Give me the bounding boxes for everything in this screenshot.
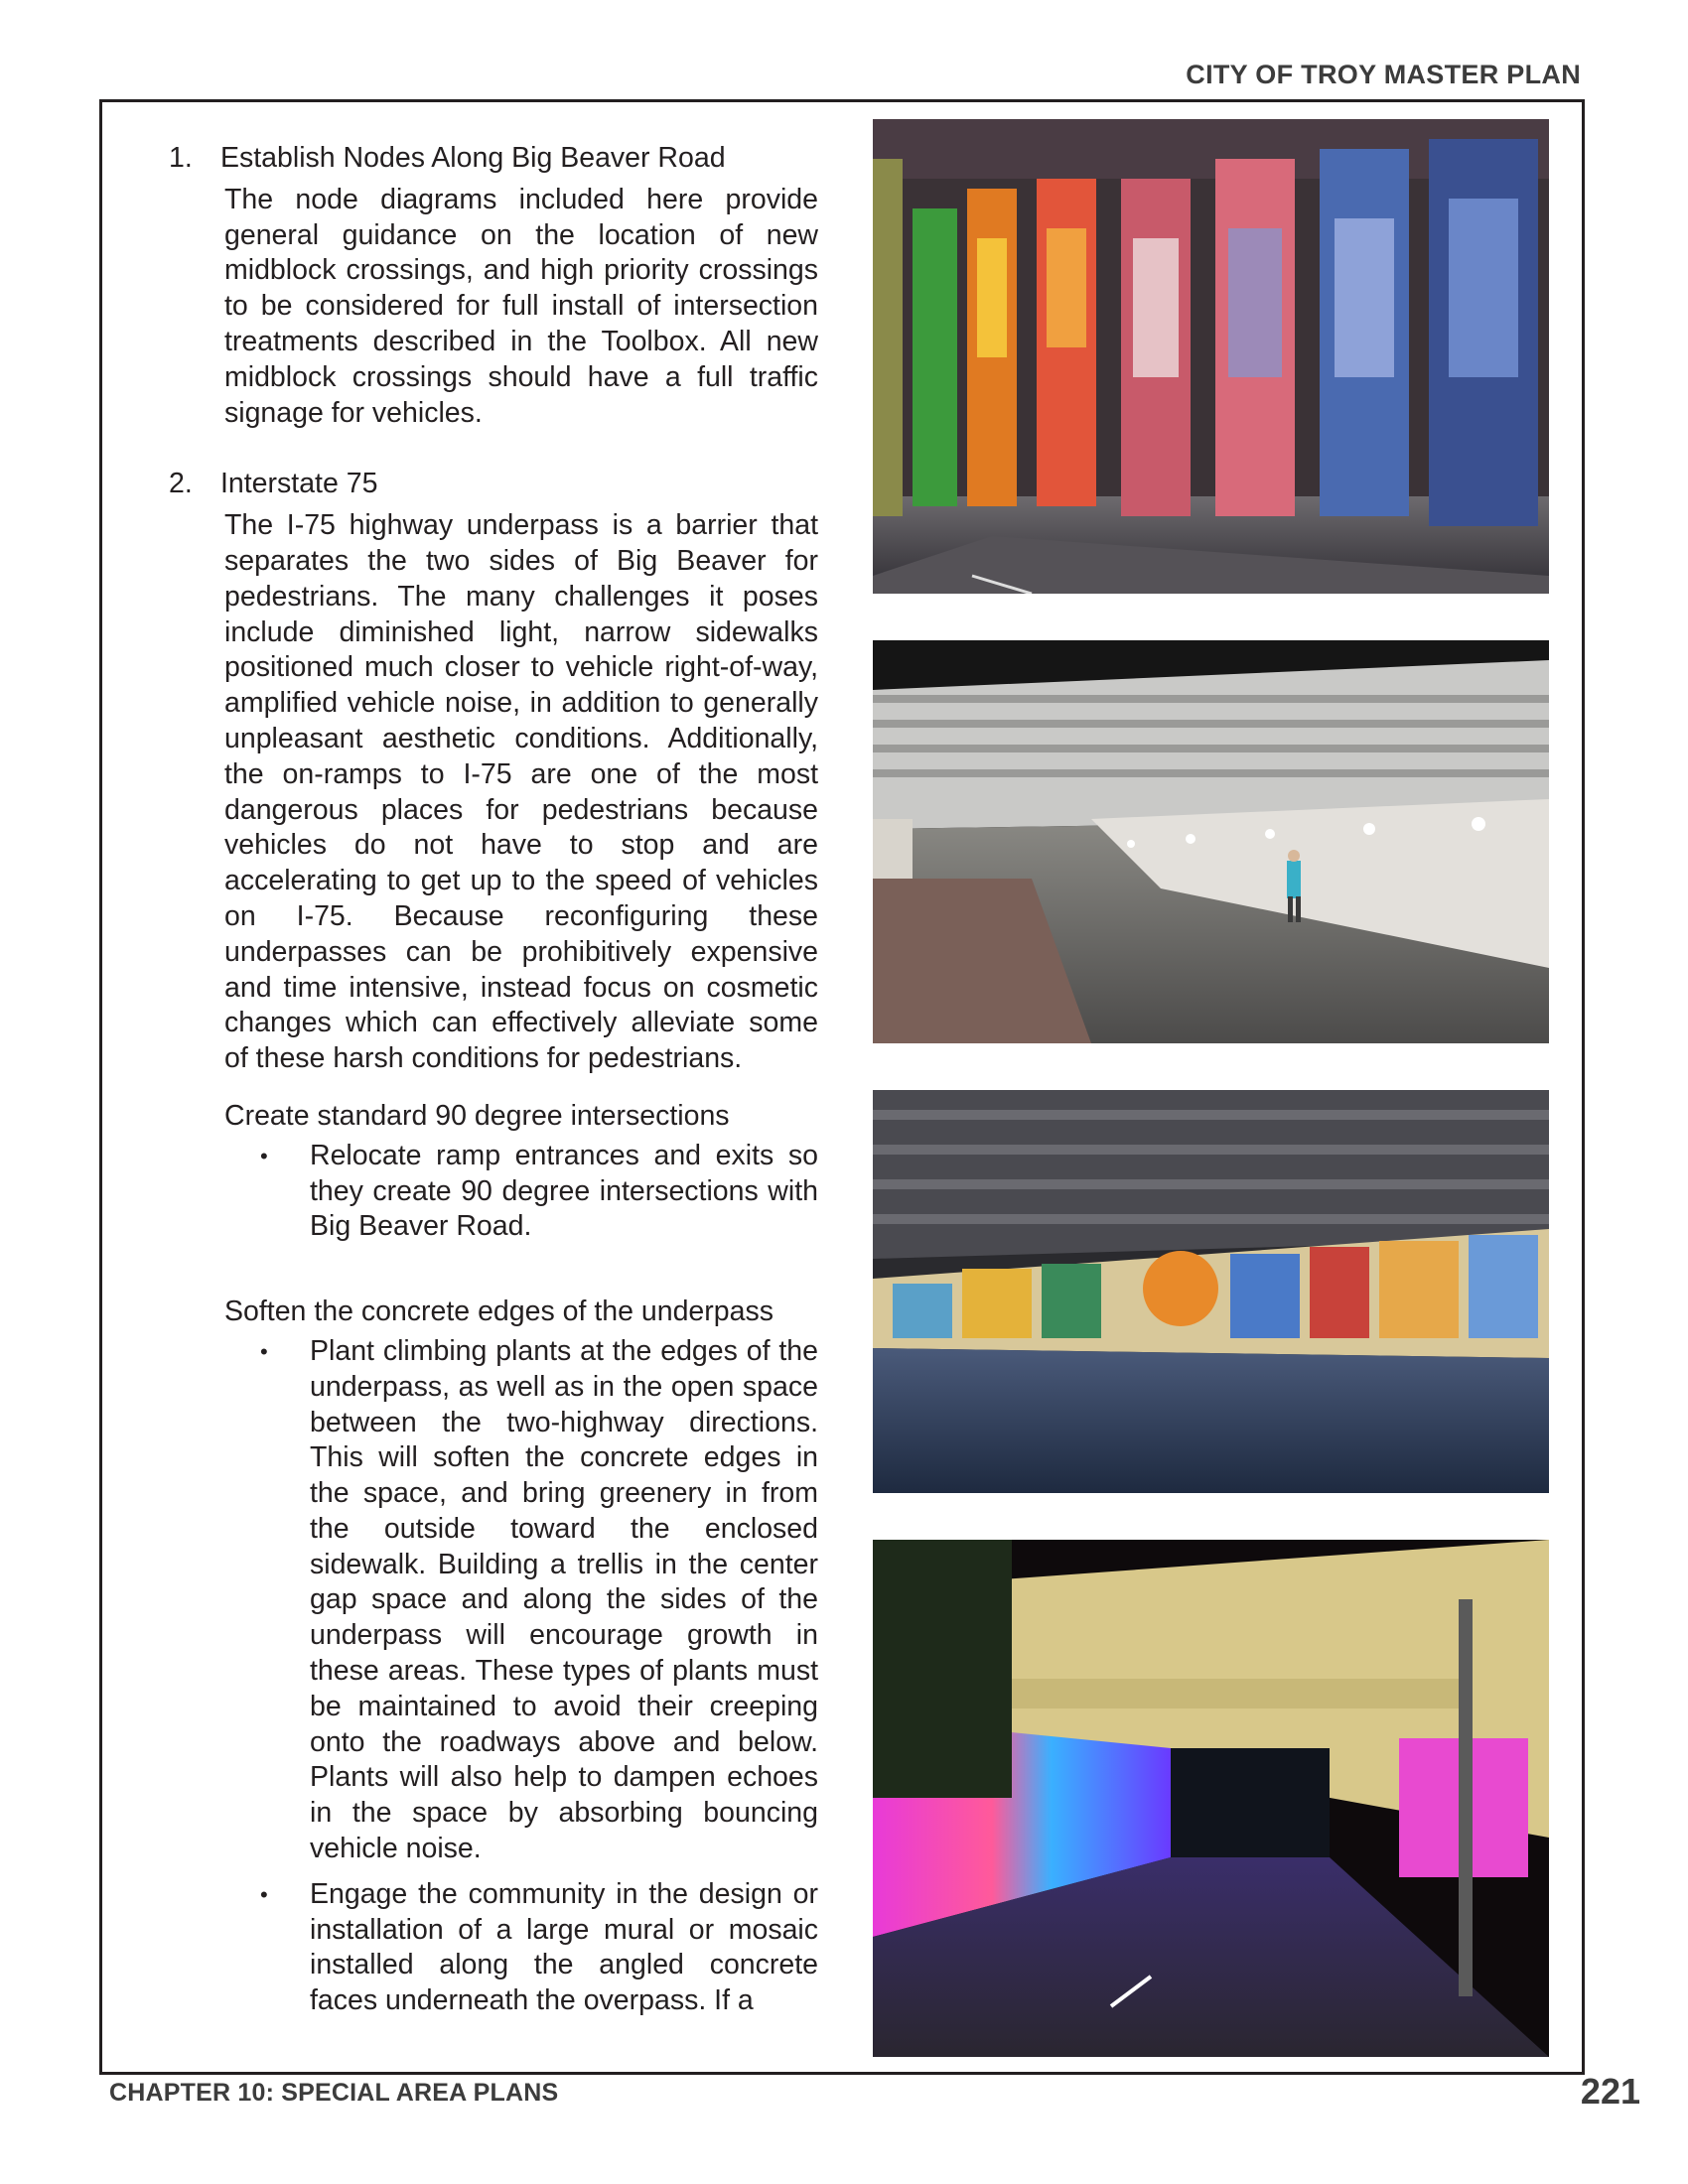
bullet-item (260, 1139, 818, 1245)
bullet-glyph: • (260, 1338, 268, 1364)
photo-rainbow-tunnel (873, 1540, 1549, 2057)
section-body: The I-75 highway underpass is a barrier that separates the two sides of Big Beaver for pedestrians. The many challenges it poses include diminished light, narrow sidewalks positioned much closer to vehicle right-of-way, amplified vehicle noise, in addition to generally unpleasant aesthetic conditions. Additionally, the on-ramps to I-75 are one of the most dangerous places for pedestrians because vehicles do not have to stop and are accelerating to get up to the speed of vehicles on I-75. Because reconfiguring these underpasses can be prohibitively expensive and time intensive, instead focus on cosmetic changes which can effectively alleviate some of these harsh conditions for pedestrians. (224, 509, 818, 1075)
bullet-text: Plant climbing plants at the edges of the underpass, as well as in the open space between the two-highway directions. This will soften the concrete edges in the space, and bring greenery in from the outside toward the enclosed sidewalk. Building a trellis in the center gap space and along the sides of the underpass will encourage growth in these areas. These types of plants must be maintained to avoid their creeping onto the roadways above and below. Plants will also help to dampen echoes in the space by absorbing bouncing vehicle noise. (310, 1334, 818, 1865)
page-number: 221 (1580, 2071, 1640, 2112)
bullet-glyph: • (260, 1881, 268, 1907)
running-head: CITY OF TROY MASTER PLAN (1186, 60, 1581, 89)
subsection-heading: Soften the concrete edges of the underpass (224, 1296, 774, 1328)
section-title: Interstate 75 (220, 468, 378, 500)
photo-mosaic-mural (873, 1090, 1549, 1493)
section-title: Establish Nodes Along Big Beaver Road (220, 142, 726, 174)
text-column (169, 141, 818, 2019)
subsection-soften-edges (169, 1295, 818, 2019)
section-body: The node diagrams included here provide general guidance on the location of new midblock crossings, and high priority crossings to be considered for full install of intersection treatments described in the Toolbox. All new midblock crossings should have a full traffic signage for vehicles. (224, 183, 818, 429)
bullet-text: Relocate ramp entrances and exits so they create 90 degree intersections with Big Beaver Road. (310, 1139, 818, 1243)
list-item-1 (169, 141, 818, 431)
subsection-heading: Create standard 90 degree intersections (224, 1099, 730, 1132)
bullet-glyph: • (260, 1143, 268, 1168)
photo-painted-arches (873, 119, 1549, 594)
chapter-footer: CHAPTER 10: SPECIAL AREA PLANS (109, 2079, 559, 2107)
list-number: 2. (169, 468, 193, 500)
list-item-2 (169, 467, 818, 1077)
bullet-text: Engage the community in the design or installation of a large mural or mosaic installed along the angled concrete faces underneath the overpass. If a (310, 1877, 818, 2017)
subsection-intersections (169, 1099, 818, 1245)
list-number: 1. (169, 142, 193, 174)
bullet-item (260, 1877, 818, 2019)
bullet-item (260, 1334, 818, 1867)
photo-lit-underpass (873, 640, 1549, 1043)
